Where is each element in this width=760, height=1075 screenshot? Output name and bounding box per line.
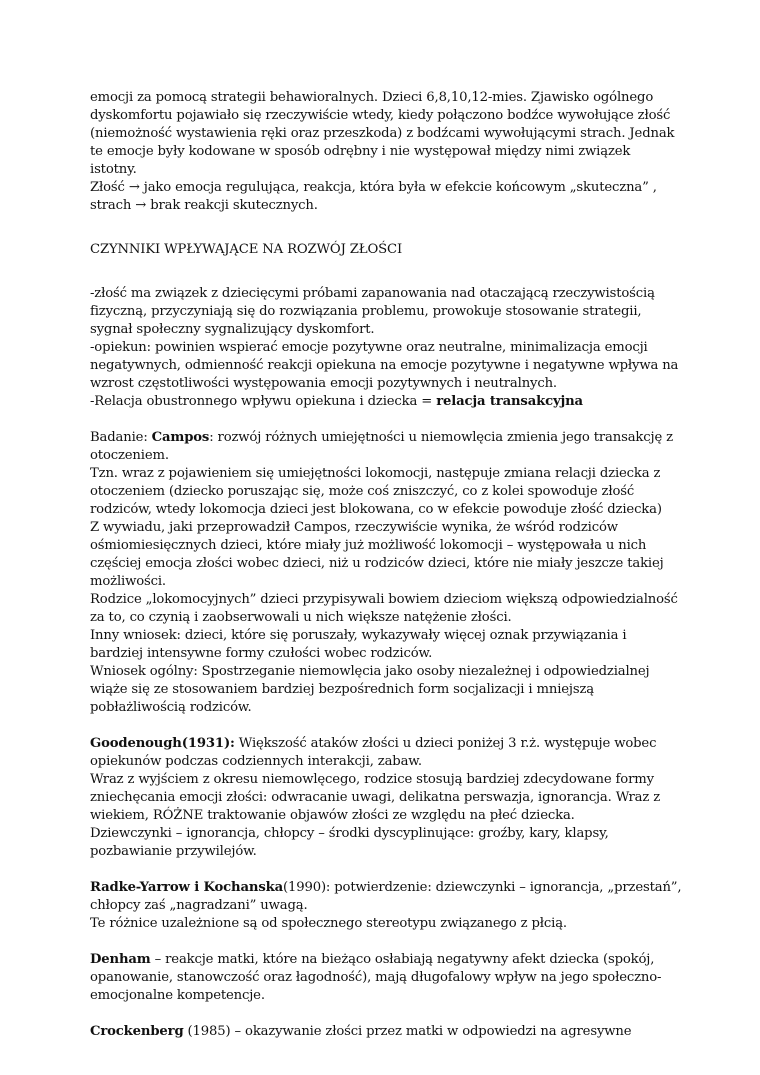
denham-name: Denham — [90, 952, 151, 967]
campos-first-line — [90, 429, 680, 447]
text-line: Tzn. wraz z pojawieniem się umiejętności lokomocji, następuje zmiana relacji dziecka z — [90, 466, 661, 481]
campos-prefix: Badanie: — [90, 430, 152, 445]
text-line: (niemożność wystawienia ręki oraz przeszkoda) z bodźcami wywołującymi strach. Jednak — [90, 126, 675, 141]
crockenberg-first-text: (1985) – okazywanie złości przez matki w odpowiedzi na agresywne — [183, 1024, 632, 1039]
intro-paragraph — [90, 89, 680, 215]
text-line: strach → brak reakcji skutecznych. — [90, 198, 318, 213]
text-line: wzrost częstotliwości występowania emocji pozytywnych i neutralnych. — [90, 376, 557, 391]
goodenough-first-line — [90, 735, 680, 753]
text-line: wiąże się ze stosowaniem bardziej bezpośrednich form socjalizacji i mniejszą — [90, 682, 594, 697]
goodenough-paragraph — [90, 735, 680, 861]
section-heading: CZYNNIKI WPŁYWAJĄCE NA ROZWÓJ ZŁOŚCI — [90, 242, 402, 257]
text-line: -opiekun: powinien wspierać emocje pozytywne oraz neutralne, minimalizacja emocji — [90, 340, 648, 355]
radke-first-line — [90, 879, 680, 897]
factors-paragraph — [90, 285, 680, 411]
text-line: emocjonalne kompetencje. — [90, 988, 265, 1003]
text-line: Wniosek ogólny: Spostrzeganie niemowlęcia jako osoby niezależnej i odpowiedzialnej — [90, 664, 650, 679]
denham-first-text: – reakcje matki, które na bieżąco osłabiają negatywny afekt dziecka (spokój, — [150, 952, 655, 967]
text-line: sygnał społeczny sygnalizujący dyskomfort. — [90, 322, 375, 337]
denham-paragraph — [90, 951, 680, 1005]
text-line: pozbawianie przywilejów. — [90, 844, 257, 859]
text-line: Te różnice uzależnione są od społecznego stereotypu związanego z płcią. — [90, 916, 567, 931]
radke-paragraph — [90, 879, 680, 933]
campos-paragraph — [90, 429, 680, 717]
text-line: częściej emocja złości wobec dzieci, niż u rodziców dzieci, które nie miały jeszcze takiej — [90, 556, 664, 571]
radke-first-text: (1990): potwierdzenie: dziewczynki – ignorancja, „przestań”, — [282, 880, 682, 895]
text-line: Złość → jako emocja regulująca, reakcja, która była w efekcie końcowym „skuteczna” , — [90, 180, 657, 195]
text-line: emocji za pomocą strategii behawioralnych. Dzieci 6,8,10,12-mies. Zjawisko ogólnego — [90, 90, 654, 105]
text-line: fizyczną, przyczyniają się do rozwiązania problemu, prowokuje stosowanie strategii, — [90, 304, 642, 319]
text-line: zniechęcania emocji złości: odwracanie uwagi, delikatna perswazja, ignorancja. Wraz z — [90, 790, 661, 805]
text-line: Wraz z wyjściem z okresu niemowlęcego, rodzice stosują bardziej zdecydowane formy — [90, 772, 654, 787]
text-line: opanowanie, stanowczość oraz łagodność), mają długofalowy wpływ na jego społeczno- — [90, 970, 662, 985]
text-line: pobłażliwością rodziców. — [90, 700, 252, 715]
transaction-term: relacja transakcyjna — [436, 394, 583, 409]
text-line: negatywnych, odmienność reakcji opiekuna na emocje pozytywne i negatywne wpływa na — [90, 358, 679, 373]
text-line: te emocje były kodowane w sposób odrębny i nie występował między nimi związek — [90, 144, 631, 159]
crockenberg-name: Crockenberg — [90, 1024, 184, 1039]
text-line: możliwości. — [90, 574, 166, 589]
transaction-line — [90, 393, 680, 411]
radke-name: Radke-Yarrow i Kochanska — [90, 880, 283, 895]
goodenough-first-text: Większość ataków złości u dzieci poniżej 3 r.ż. występuje wobec — [234, 736, 657, 751]
text-line: Inny wniosek: dzieci, które się poruszały, wykazywały więcej oznak przywiązania i — [90, 628, 627, 643]
goodenough-name: Goodenough(1931): — [90, 736, 235, 751]
text-line: otoczeniem (dziecko poruszając się, może coś zniszczyć, co z kolei spowoduje złość — [90, 484, 635, 499]
text-line: ośmiomiesięcznych dzieci, które miały już możliwość lokomocji – występowała u nich — [90, 538, 647, 553]
text-line: opiekunów podczas codziennych interakcji, zabaw. — [90, 754, 422, 769]
text-line: otoczeniem. — [90, 448, 169, 463]
text-line: Z wywiadu, jaki przeprowadził Campos, rzeczywiście wynika, że wśród rodziców — [90, 520, 618, 535]
text-line: dyskomfortu pojawiało się rzeczywiście wtedy, kiedy połączono bodźce wywołujące złość — [90, 108, 671, 123]
text-line: istotny. — [90, 162, 137, 177]
text-line: bardziej intensywne formy czułości wobec rodziców. — [90, 646, 433, 661]
text-line: chłopcy zaś „nagradzani” uwagą. — [90, 898, 308, 913]
crockenberg-paragraph — [90, 1023, 680, 1041]
crockenberg-first-line — [90, 1023, 680, 1041]
text-line: -złość ma związek z dziecięcymi próbami zapanowania nad otaczającą rzeczywistością — [90, 286, 655, 301]
text-line: Dziewczynki – ignorancja, chłopcy – środki dyscyplinujące: groźby, kary, klapsy, — [90, 826, 609, 841]
text-line: Rodzice „lokomocyjnych” dzieci przypisywali bowiem dzieciom większą odpowiedzialność — [90, 592, 678, 607]
transaction-text: -Relacja obustronnego wpływu opiekuna i dziecka = — [90, 394, 437, 409]
document-page — [90, 89, 680, 1041]
text-line: za to, co czynią i zaobserwowali u nich większe natężenie złości. — [90, 610, 512, 625]
denham-first-line — [90, 951, 680, 969]
text-line: wiekiem, RÓŻNE traktowanie objawów złości ze względu na płeć dziecka. — [90, 808, 575, 823]
campos-first-text: : rozwój różnych umiejętności u niemowlęcia zmienia jego transakcję z — [209, 430, 673, 445]
text-line: rodziców, wtedy lokomocja dzieci jest blokowana, co w efekcie powoduje złość dziecka) — [90, 502, 662, 517]
campos-name: Campos — [151, 430, 210, 445]
